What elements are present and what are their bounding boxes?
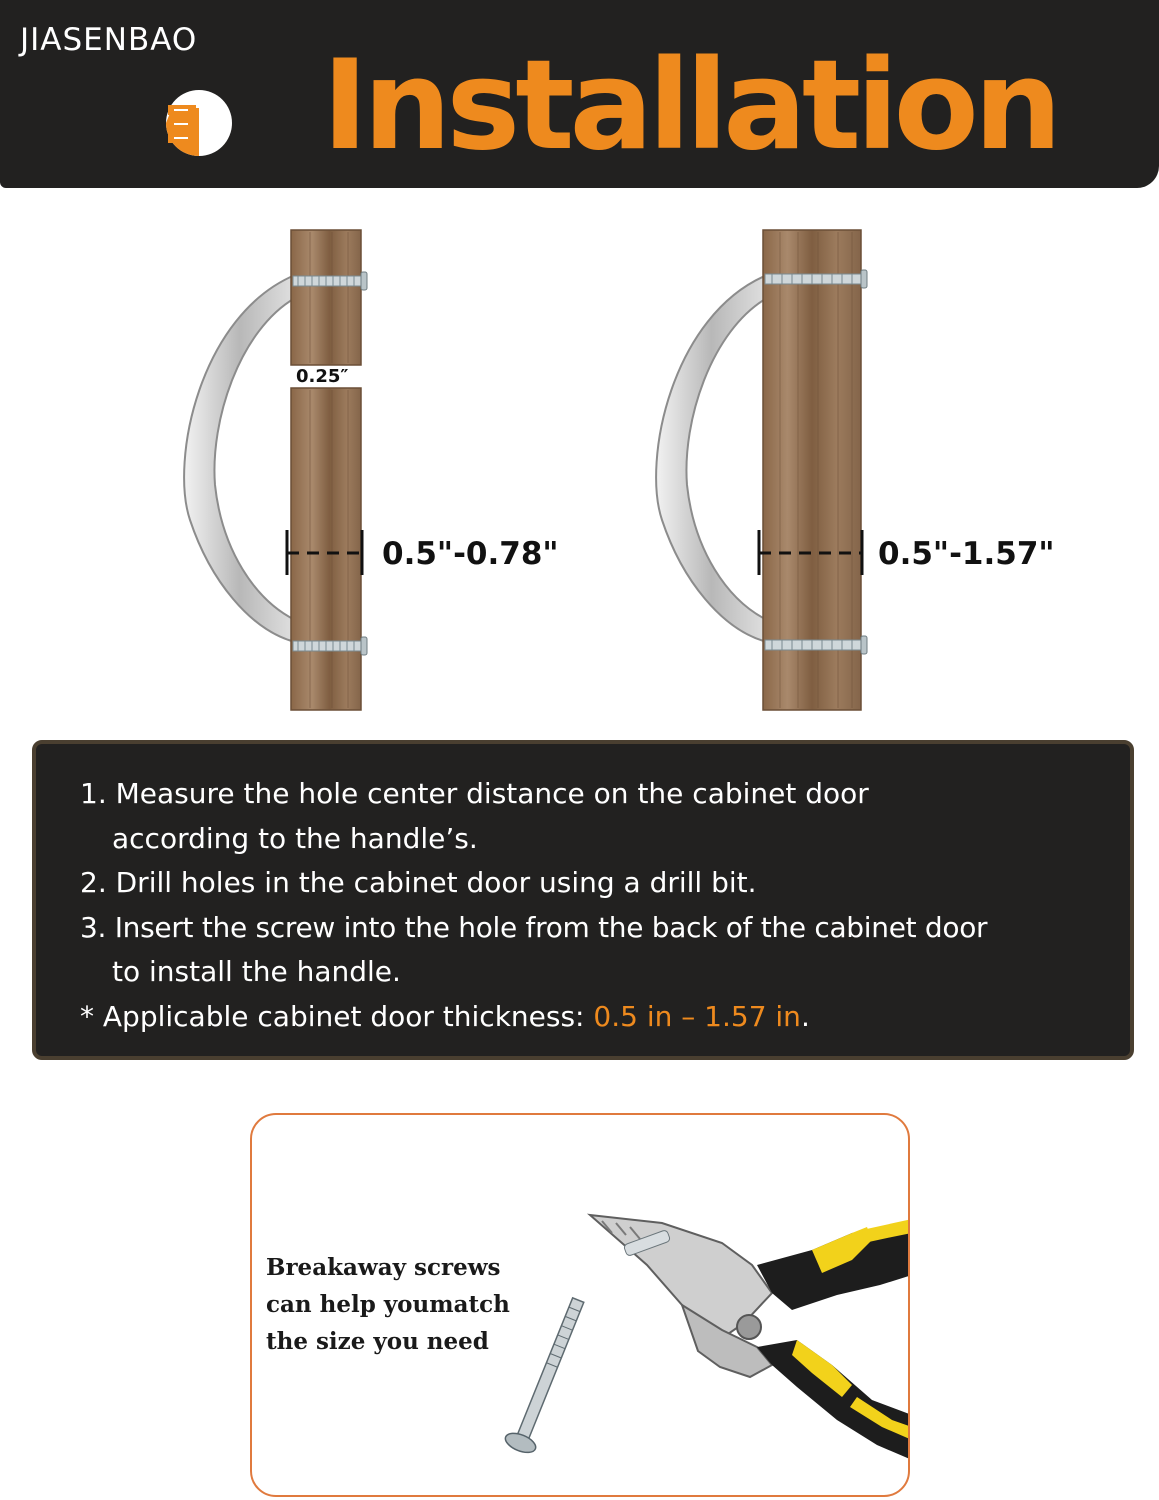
caption-line-2: can help youmatch [266,1291,510,1318]
brand-logo: JIASENBAO [20,22,198,58]
drawer-icon [164,88,234,158]
step-1-line-2: according to the handle’s. [112,821,478,855]
step-1-line-1: 1. Measure the hole center distance on the cabinet door [80,777,869,810]
step-2: 2. Drill holes in the cabinet door using a drill bit. [80,866,757,899]
thin-door-label: 0.25″ [296,366,349,387]
header-banner [0,0,1159,188]
caption-line-3: the size you need [266,1328,489,1355]
step-3-line-1: 3. Insert the screw into the hole from the back of the cabinet door [80,910,988,944]
handle-illustration [632,220,1052,720]
handle-diagram-thin-door [160,220,580,720]
caption-line-1: Breakaway screws [266,1254,501,1281]
thickness-range-label: 0.5"-1.57" [878,536,1055,572]
breakaway-screws-panel [250,1113,910,1497]
thickness-note-value: 0.5 in – 1.57 in [593,999,801,1033]
thickness-note-prefix: * Applicable cabinet door thickness: [80,999,594,1033]
thickness-range-label: 0.5"-0.78" [382,536,559,572]
breakaway-screws-caption [266,1249,510,1360]
thickness-note [80,995,1090,1040]
step-3-line-2: to install the handle. [112,955,401,988]
handle-diagram-thick-door [632,220,1055,720]
thickness-note-suffix: . [800,999,810,1033]
page-title: Installation [322,34,1058,178]
breakaway-screw [503,1294,593,1456]
handle-illustration [160,220,580,720]
installation-steps [32,740,1134,1060]
